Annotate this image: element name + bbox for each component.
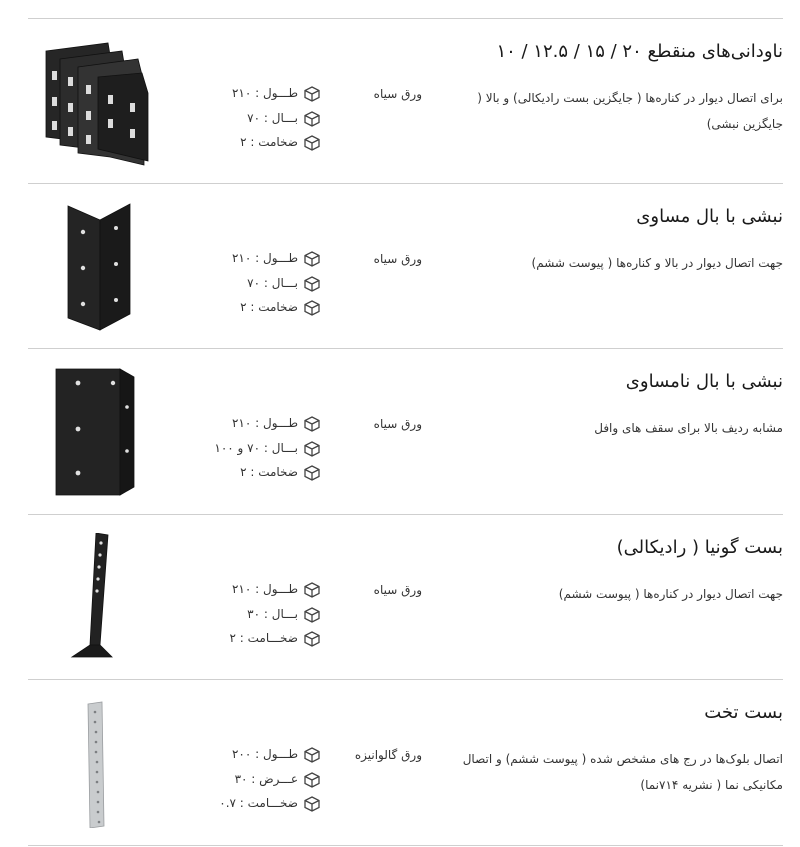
spec-flange: بـــال : ۷۰	[162, 108, 322, 133]
spec-flange: بـــال : ۳۰	[162, 604, 322, 629]
spec-thickness: ضخـــامت : ۰.۷	[162, 793, 322, 818]
thickness-box-icon	[302, 630, 322, 648]
product-row	[0, 184, 800, 348]
product-description: اتصال بلوک‌ها در رج های مشخص شده ( پیوست ششم) و اتصال مکانیکی نما ( نشریه ۷۱۴نما)	[462, 752, 783, 792]
channel-brackets-image	[38, 37, 158, 167]
product-title: بست تخت	[704, 702, 783, 723]
product-title: نبشی با بال نامساوی	[625, 371, 783, 392]
spec-list	[162, 248, 322, 322]
row-divider	[28, 845, 783, 846]
spec-thickness: ضخامت : ۲	[162, 297, 322, 322]
product-title: ناودانی‌های منقطع ۲۰ / ۱۵ / ۱۲.۵ / ۱۰	[496, 41, 783, 62]
length-box-icon	[302, 415, 322, 433]
width-box-icon	[302, 771, 322, 789]
thickness-box-icon	[302, 134, 322, 152]
product-row	[0, 19, 800, 183]
unequal-angle-image	[38, 367, 158, 497]
thickness-box-icon	[302, 795, 322, 813]
product-row	[0, 680, 800, 844]
product-title: بست گونیا ( رادیکالی)	[616, 537, 783, 558]
flange-box-icon	[302, 110, 322, 128]
flange-box-icon	[302, 606, 322, 624]
spec-length: طـــول : ۲۱۰	[162, 579, 322, 604]
product-material: ورق گالوانیزه	[354, 748, 422, 762]
product-material: ورق سیاه	[373, 252, 422, 266]
spec-flange: بـــال : ۷۰	[162, 273, 322, 298]
product-material: ورق سیاه	[373, 87, 422, 101]
spec-length: طـــول : ۲۰۰	[162, 744, 322, 769]
spec-length: طـــول : ۲۱۰	[162, 83, 322, 108]
flange-box-icon	[302, 275, 322, 293]
flat-strap-image	[38, 698, 158, 828]
length-box-icon	[302, 85, 322, 103]
spec-length: طـــول : ۲۱۰	[162, 248, 322, 273]
spec-list	[162, 83, 322, 157]
spec-width: عـــرض : ۳۰	[162, 769, 322, 794]
length-box-icon	[302, 746, 322, 764]
product-title: نبشی با بال مساوی	[636, 206, 783, 227]
product-description: جهت اتصال دیوار در بالا و کناره‌ها ( پیوست ششم)	[531, 256, 783, 270]
product-description: جهت اتصال دیوار در کناره‌ها ( پیوست ششم)	[558, 587, 783, 601]
equal-angle-image	[38, 202, 158, 332]
spec-list	[162, 744, 322, 818]
product-material: ورق سیاه	[373, 417, 422, 431]
flange-box-icon	[302, 440, 322, 458]
thickness-box-icon	[302, 464, 322, 482]
product-row	[0, 515, 800, 679]
radical-bracket-image	[38, 533, 158, 663]
spec-flange: بـــال : ۷۰ و ۱۰۰	[162, 438, 322, 463]
product-description: مشابه ردیف بالا برای سقف های وافل	[594, 421, 783, 435]
length-box-icon	[302, 250, 322, 268]
spec-thickness: ضخامت : ۲	[162, 132, 322, 157]
spec-length: طـــول : ۲۱۰	[162, 413, 322, 438]
thickness-box-icon	[302, 299, 322, 317]
spec-list	[162, 579, 322, 653]
spec-thickness: ضخامت : ۲	[162, 462, 322, 487]
product-material: ورق سیاه	[373, 583, 422, 597]
length-box-icon	[302, 581, 322, 599]
spec-list	[162, 413, 322, 487]
product-row	[0, 349, 800, 513]
spec-thickness: ضخـــامت : ۲	[162, 628, 322, 653]
product-description: برای اتصال دیوار در کناره‌ها ( جایگزین بست رادیکالی) و بالا ( جایگزین نبشی)	[477, 91, 783, 131]
